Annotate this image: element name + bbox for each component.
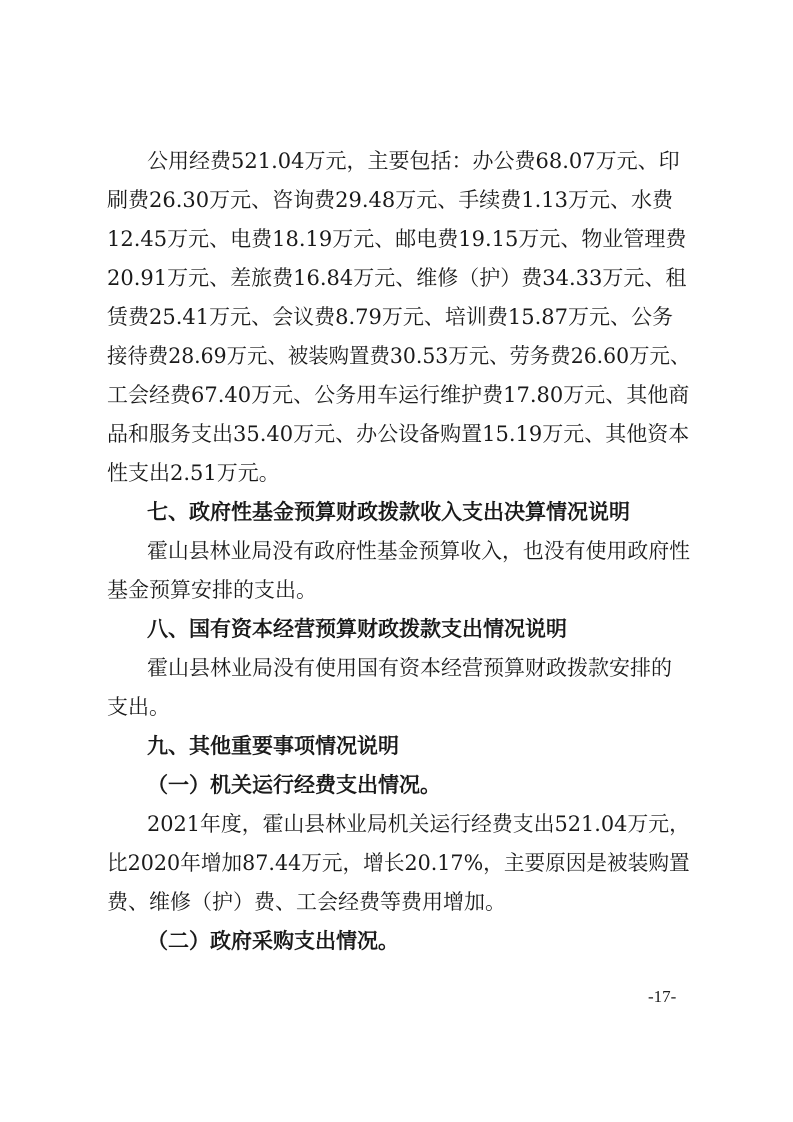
- paragraph-line: 品和服务支出35.40万元、办公设备购置15.19万元、其他资本: [107, 422, 690, 446]
- subsection-heading-1: （一）机关运行经费支出情况。: [147, 773, 441, 797]
- section-heading-9: 九、其他重要事项情况说明: [147, 734, 399, 758]
- section-heading-8: 八、国有资本经营预算财政拨款支出情况说明: [147, 617, 567, 641]
- section-heading-7: 七、政府性基金预算财政拨款收入支出决算情况说明: [147, 500, 630, 524]
- paragraph-line: 接待费28.69万元、被装购置费30.53万元、劳务费26.60万元、: [107, 344, 691, 368]
- paragraph-line: 公用经费521.04万元，主要包括：办公费68.07万元、印: [147, 149, 680, 173]
- paragraph-line: 赁费25.41万元、会议费8.79万元、培训费15.87万元、公务: [107, 305, 673, 329]
- paragraph-line: 比2020年增加87.44万元，增长20.17%，主要原因是被装购置: [107, 851, 690, 875]
- paragraph-line: 12.45万元、电费18.19万元、邮电费19.15万元、物业管理费: [107, 227, 687, 251]
- paragraph-line: 费、维修（护）费、工会经费等费用增加。: [107, 890, 506, 914]
- paragraph-line: 刷费26.30万元、咨询费29.48万元、手续费1.13万元、水费: [107, 188, 673, 212]
- paragraph-line: 工会经费67.40万元、公务用车运行维护费17.80万元、其他商: [107, 383, 690, 407]
- page-number: -17-: [648, 987, 677, 1006]
- paragraph-line: 性支出2.51万元。: [107, 461, 280, 485]
- paragraph-line: 20.91万元、差旅费16.84万元、维修（护）费34.33万元、租: [107, 266, 687, 290]
- paragraph-line: 2021年度，霍山县林业局机关运行经费支出521.04万元，: [147, 812, 690, 836]
- paragraph-line: 支出。: [107, 695, 170, 719]
- paragraph-line: 基金预算安排的支出。: [107, 578, 317, 602]
- paragraph-line: 霍山县林业局没有政府性基金预算收入，也没有使用政府性: [147, 539, 690, 563]
- paragraph-line: 霍山县林业局没有使用国有资本经营预算财政拨款安排的: [147, 656, 672, 680]
- subsection-heading-2: （二）政府采购支出情况。: [147, 929, 399, 953]
